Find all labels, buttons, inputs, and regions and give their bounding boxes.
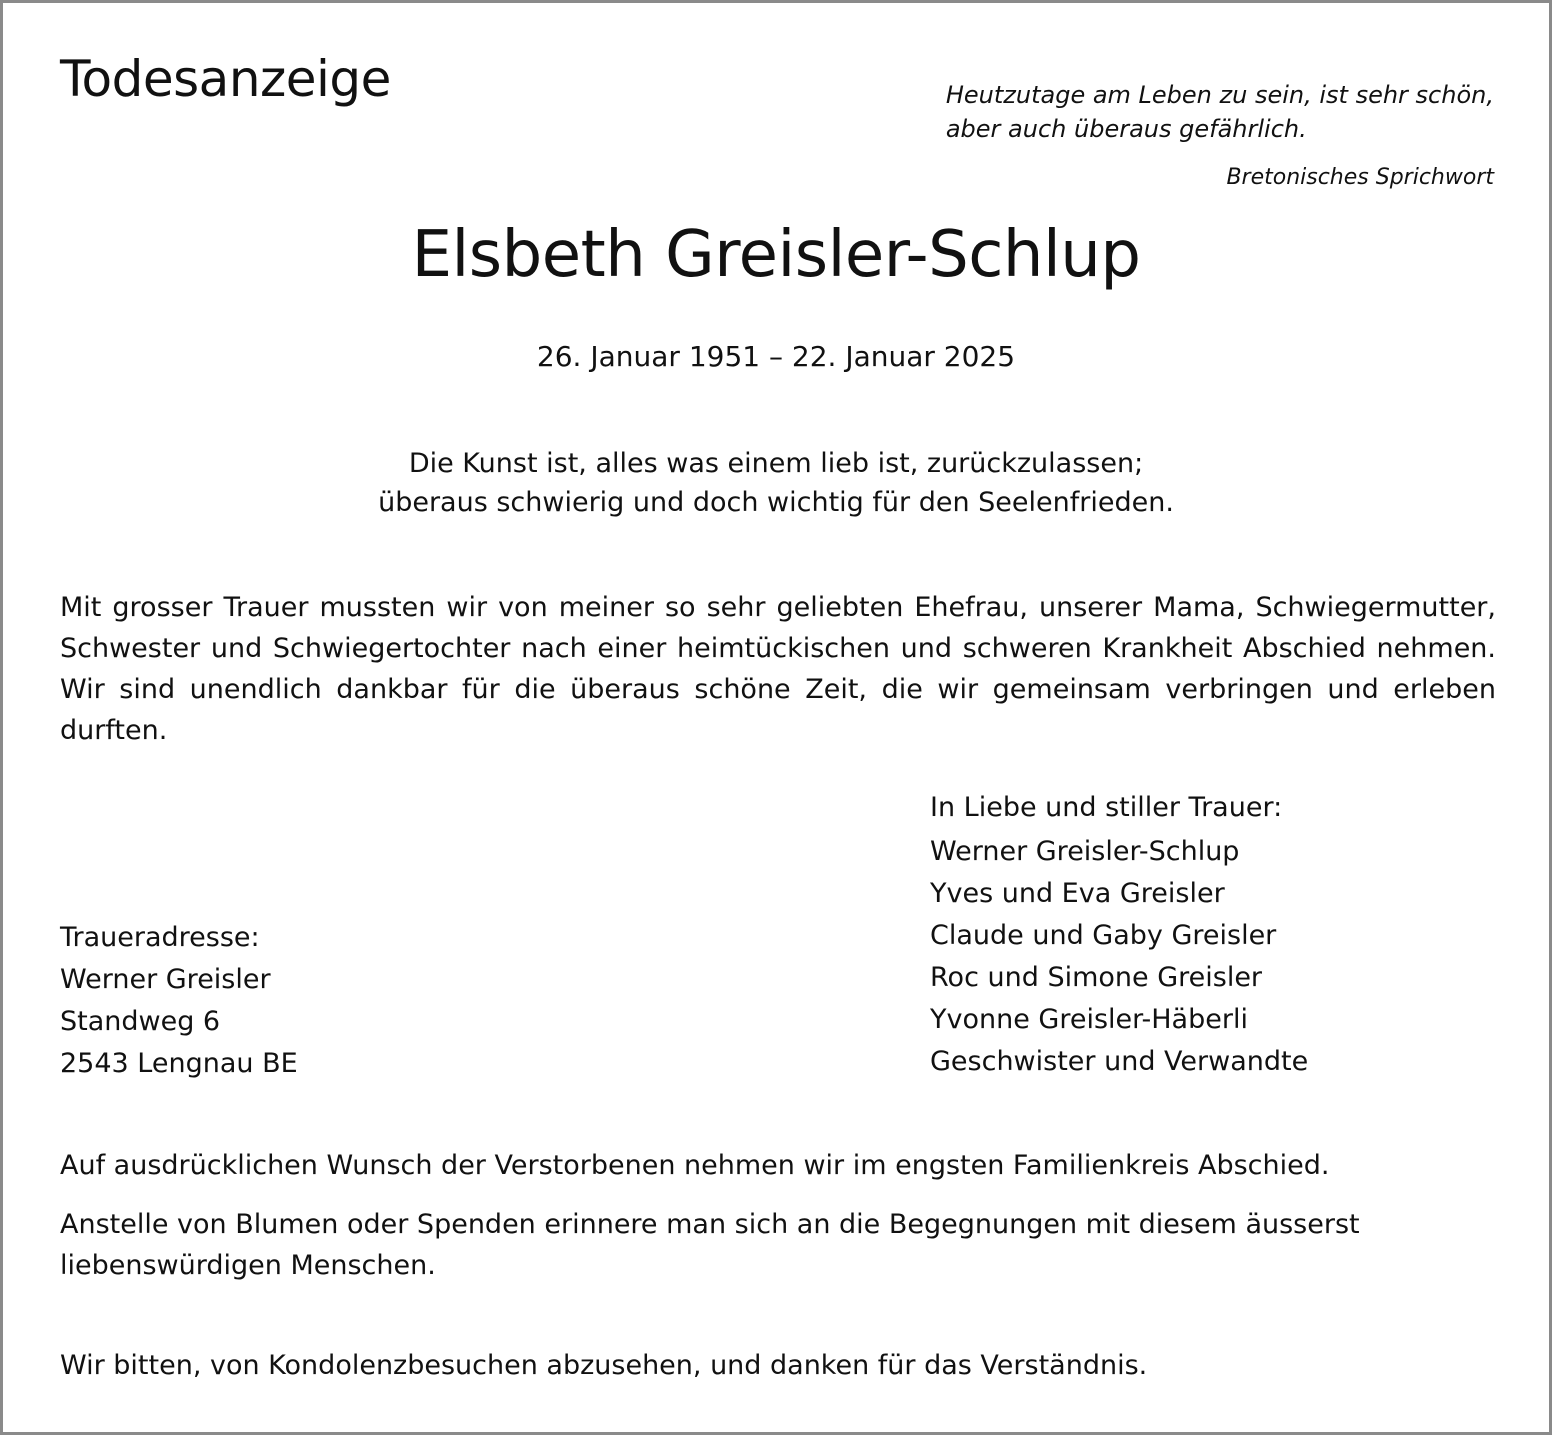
- verse-line: überaus schwierig und doch wichtig für den Seelenfrieden.: [378, 487, 1174, 518]
- announcement-text: Mit grosser Trauer mussten wir von meiner so sehr geliebten Ehefrau, unserer Mama, Schwiegermutter, Schwester und Schwiegertochter nach einer heimtückischen und schweren Krankheit Abschied nehmen. Wir sind unendlich dankbar für die überaus schöne Zeit, die wir gemeinsam verbringen und erleben durften.: [60, 592, 1496, 746]
- mourner-name: Geschwister und Verwandte: [930, 1046, 1309, 1077]
- mourner-name: Werner Greisler-Schlup: [930, 836, 1240, 867]
- funeral-note: Auf ausdrücklichen Wunsch der Verstorbenen nehmen wir im engsten Familienkreis Abschied.: [60, 1150, 1330, 1181]
- memorial-verse: [0, 444, 1552, 522]
- epigraph-line: Heutzutage am Leben zu sein, ist sehr schön,: [945, 81, 1494, 109]
- deceased-name: Elsbeth Greisler-Schlup: [411, 218, 1141, 292]
- mourners-block: [930, 786, 1308, 1083]
- donation-note: Anstelle von Blumen oder Spenden erinnere man sich an die Begegnungen mit diesem äusserst liebenswürdigen Menschen.: [60, 1209, 1360, 1281]
- epigraph: [946, 78, 1494, 146]
- notice-heading: Todesanzeige: [60, 50, 391, 108]
- epigraph-source: Bretonisches Sprichwort: [1226, 165, 1494, 190]
- mourners-intro: In Liebe und stiller Trauer:: [930, 792, 1283, 823]
- mourner-name: Yvonne Greisler-Häberli: [930, 1004, 1248, 1035]
- address-label: Traueradresse:: [60, 922, 260, 953]
- epigraph-line: aber auch überaus gefährlich.: [945, 115, 1307, 143]
- verse-line: Die Kunst ist, alles was einem lieb ist, zurückzulassen;: [408, 448, 1144, 479]
- condolence-note: Wir bitten, von Kondolenzbesuchen abzusehen, und danken für das Verständnis.: [60, 1350, 1148, 1381]
- address-street: Standweg 6: [60, 1006, 221, 1037]
- mourner-name: Yves und Eva Greisler: [930, 878, 1225, 909]
- mourner-name: Roc und Simone Greisler: [930, 962, 1263, 993]
- address-name: Werner Greisler: [60, 964, 271, 995]
- mourners-list: [930, 831, 1308, 1083]
- mourning-address: [60, 917, 298, 1085]
- mourner-name: Claude und Gaby Greisler: [930, 920, 1277, 951]
- life-dates: 26. Januar 1951 – 22. Januar 2025: [536, 340, 1016, 373]
- address-city: 2543 Lengnau BE: [60, 1048, 298, 1079]
